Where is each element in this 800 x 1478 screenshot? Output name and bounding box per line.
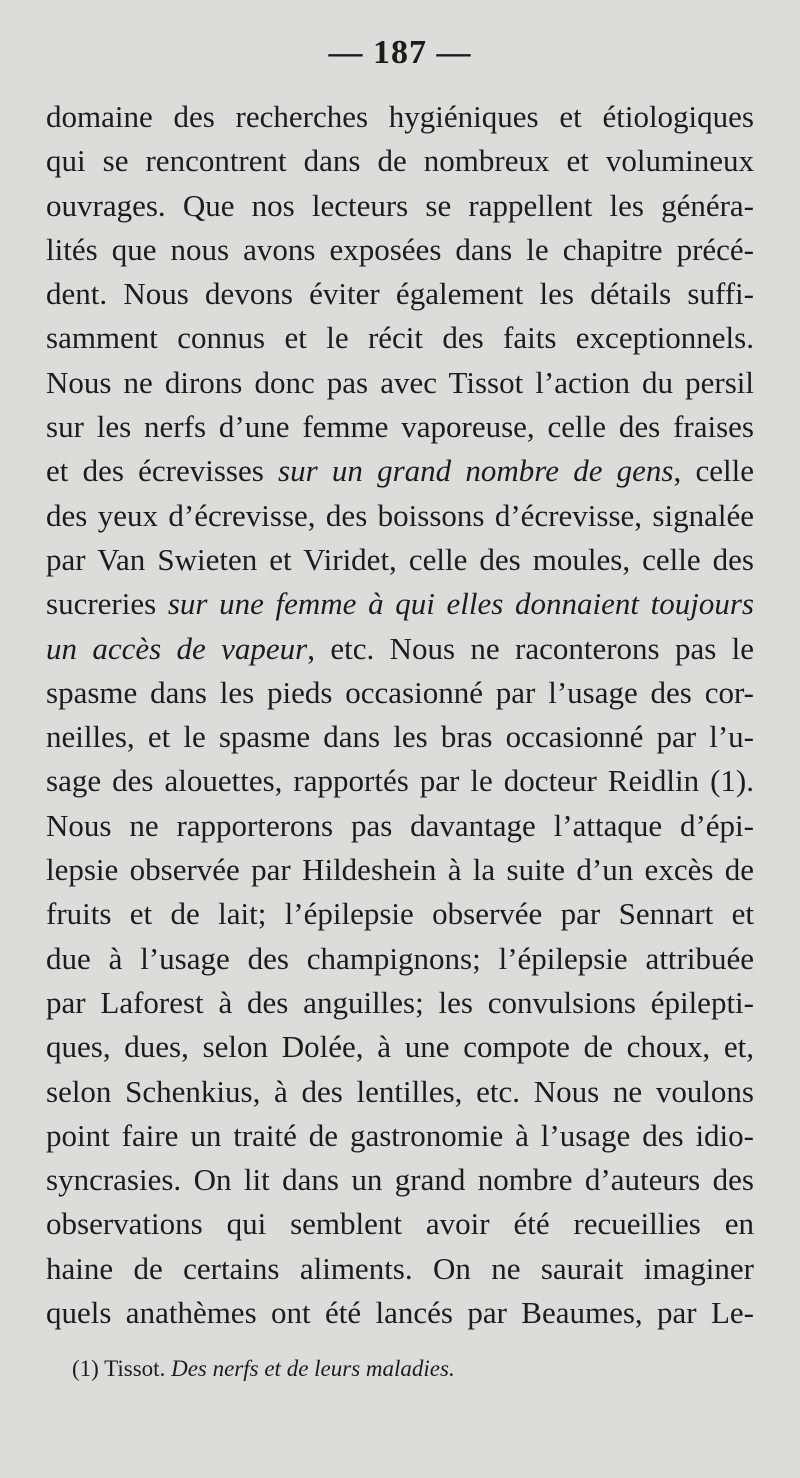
text-line <box>46 804 754 848</box>
footnote-marker: (1) Tissot. <box>72 1356 172 1381</box>
text-line <box>46 759 754 803</box>
text-line <box>46 405 754 449</box>
text-run: selon Schenkius, à des lentilles, etc. Nous ne voulons <box>46 1073 754 1109</box>
footnote <box>72 1356 455 1382</box>
text-line <box>46 228 754 272</box>
text-run: lepsie observée par Hildeshein à la suite d’un excès de <box>46 852 754 888</box>
body-text <box>46 95 754 1335</box>
text-run: dent. Nous devons éviter également les détails suffi- <box>46 276 754 312</box>
footnote-title: Des nerfs et de leurs maladies. <box>171 1356 455 1381</box>
text-run: , celle <box>673 453 754 489</box>
text-line <box>46 1291 754 1335</box>
text-line <box>46 449 754 493</box>
text-line <box>46 1202 754 1246</box>
italic-run: un accès de vapeur <box>46 630 308 666</box>
text-run: Nous ne dirons donc pas avec Tissot l’action du persil <box>46 364 754 400</box>
text-run: observations qui semblent avoir été recueillies en <box>46 1206 754 1242</box>
text-run: ques, dues, selon Dolée, à une compote de choux, et, <box>46 1029 754 1065</box>
text-run: fruits et de lait; l’épilepsie observée par Sennart et <box>46 896 754 932</box>
text-line <box>46 1247 754 1291</box>
text-line <box>46 494 754 538</box>
text-line <box>46 981 754 1025</box>
text-line <box>46 538 754 582</box>
text-run: quels anathèmes ont été lancés par Beaumes, par Le- <box>46 1295 754 1331</box>
text-line <box>46 139 754 183</box>
text-line <box>46 892 754 936</box>
text-line <box>46 1025 754 1069</box>
text-line <box>46 184 754 228</box>
text-run: et des écrevisses <box>46 453 279 489</box>
text-run: des yeux d’écrevisse, des boissons d’écrevisse, signalée <box>46 497 754 533</box>
text-run: syncrasies. On lit dans un grand nombre d’auteurs des <box>46 1162 754 1198</box>
text-run: samment connus et le récit des faits exceptionnels. <box>46 320 754 356</box>
text-run: lités que nous avons exposées dans le chapitre précé- <box>46 231 754 267</box>
text-line <box>46 361 754 405</box>
italic-run: sur un grand nombre de gens <box>278 453 674 489</box>
text-line <box>46 848 754 892</box>
text-run: , etc. Nous ne raconterons pas le <box>307 630 754 666</box>
text-run: qui se rencontrent dans de nombreux et volumineux <box>46 143 754 179</box>
text-run: haine de certains aliments. On ne saurait imaginer <box>46 1250 754 1286</box>
text-run: spasme dans les pieds occasionné par l’usage des cor- <box>46 674 754 710</box>
text-run: Nous ne rapporterons pas davantage l’attaque d’épi- <box>46 807 754 843</box>
text-line <box>46 937 754 981</box>
italic-run: sur une femme à qui elles donnaient toujours <box>167 586 754 622</box>
text-run: due à l’usage des champignons; l’épilepsie attribuée <box>46 940 754 976</box>
text-run: domaine des recherches hygiéniques et étiologiques <box>46 99 754 134</box>
text-run: ouvrages. Que nos lecteurs se rappellent les généra- <box>46 187 754 223</box>
text-line <box>46 1158 754 1202</box>
text-line <box>46 1070 754 1114</box>
text-line <box>46 316 754 360</box>
text-line <box>46 671 754 715</box>
text-line <box>46 1114 754 1158</box>
text-run: sage des alouettes, rapportés par le docteur Reidlin (1). <box>46 763 754 799</box>
text-line <box>46 715 754 759</box>
text-run: point faire un traité de gastronomie à l’usage des idio- <box>46 1117 754 1153</box>
text-line <box>46 627 754 671</box>
text-line <box>46 582 754 626</box>
text-run: sucreries <box>46 586 168 622</box>
text-line <box>46 95 754 139</box>
text-run: par Van Swieten et Viridet, celle des moules, celle des <box>46 541 754 577</box>
text-run: neilles, et le spasme dans les bras occasionné par l’u- <box>46 719 754 755</box>
text-run: par Laforest à des anguilles; les convulsions épilepti- <box>46 984 754 1020</box>
text-run: sur les nerfs d’une femme vaporeuse, celle des fraises <box>46 409 754 445</box>
page-number: — 187 — <box>328 34 472 71</box>
text-line <box>46 272 754 316</box>
